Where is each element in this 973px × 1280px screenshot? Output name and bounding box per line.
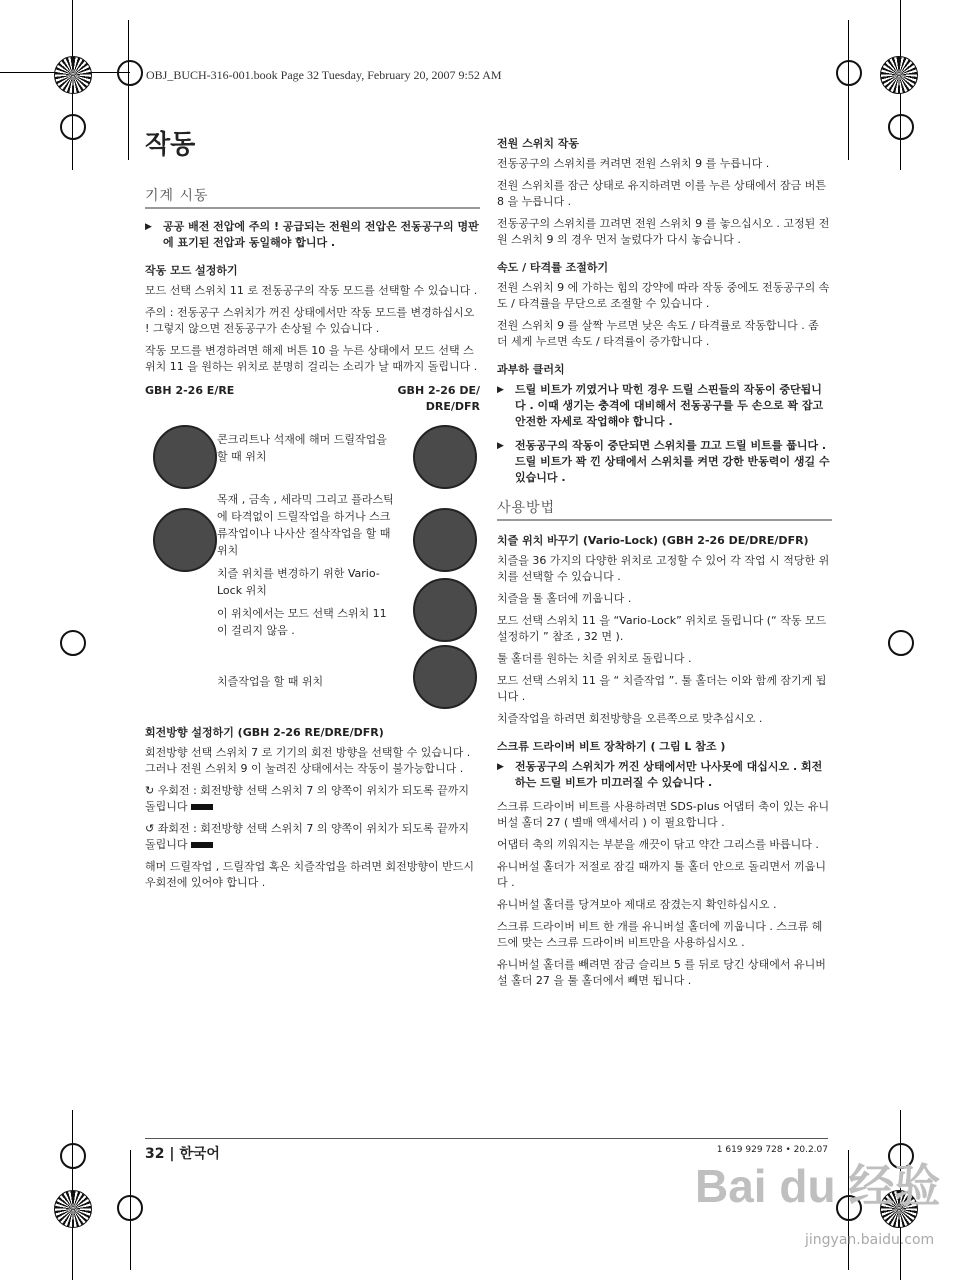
paragraph: 주의 : 전동공구 스위치가 꺼진 상태에서만 작동 모드를 변경하십시오 ! 그렇지 않으면 전동공구가 손상될 수 있습니다 . <box>145 306 475 335</box>
paragraph: 스크류 드라이버 비트 한 개를 유니버설 홀더에 끼웁니다 . 스크류 헤드에 맞는 스크류 드라이버 비트만을 사용하십시오 . <box>497 920 823 949</box>
model-label-right: GBH 2-26 DE/ DRE/DFR <box>397 384 480 413</box>
subheading: 과부하 클러치 <box>497 363 565 376</box>
rotate-left-icon: ↺ <box>145 822 158 835</box>
mode-description: 콘크리트나 석재에 해머 드릴작업을 할 때 위치 <box>217 433 387 463</box>
paragraph: 스크류 드라이버 비트를 사용하려면 SDS-plus 어댑터 축이 있는 유니버설 홀더 27 ( 별매 액세서리 ) 이 필요합니다 . <box>497 800 830 829</box>
page-title: 작동 <box>145 130 196 160</box>
warning-bullet: ▶ 전동공구의 스위치가 꺼진 상태에서만 나사못에 대십시오 . 회전하는 드릴 비트가 미끄러질 수 있습니다 . <box>497 759 832 791</box>
subheading: 치즐 위치 바꾸기 (Vario-Lock) (GBH 2-26 DE/DRE/DFR) <box>497 534 809 547</box>
section-heading: 사용방법 <box>497 500 832 521</box>
model-label-left: GBH 2-26 E/RE <box>145 384 235 397</box>
subheading: 작동 모드 설정하기 <box>145 264 238 277</box>
subheading: 스크류 드라이버 비트 장착하기 ( 그림 L 참조 ) <box>497 740 726 753</box>
book-header: OBJ_BUCH-316-001.book Page 32 Tuesday, February 20, 2007 9:52 AM <box>146 68 502 82</box>
paragraph: 전원 스위치 9 에 가하는 힘의 강약에 따라 작동 중에도 전동공구의 속도 / 타격률을 무단으로 조절할 수 있습니다 . <box>497 281 830 310</box>
paragraph: 전동공구의 스위치를 끄려면 전원 스위치 9 를 놓으십시오 . 고정된 전원 스위치 9 의 경우 먼저 눌렀다가 다시 놓습니다 . <box>497 217 830 246</box>
registration-star-icon <box>54 56 92 94</box>
mode-description: 이 위치에서는 모드 선택 스위치 11 이 걸리지 않음 . <box>217 607 387 637</box>
paragraph: 전원 스위치 9 를 살짝 누르면 낮은 속도 / 타격률로 작동합니다 . 좀 더 세게 누르면 속도 / 타격률이 증가합니다 . <box>497 319 819 348</box>
registration-star-icon <box>880 56 918 94</box>
warning-bullet: ▶ 공공 배전 전압에 주의 ! 공급되는 전원의 전압은 전동공구의 명판에 표기된 전압과 동일해야 합니다 . <box>145 219 480 251</box>
left-column <box>145 130 480 897</box>
paragraph: 모드 선택 스위치 11 을 “Vario-Lock” 위치로 돌립니다 (“ 작동 모드 설정하기 ” 참조 , 32 면 ). <box>497 614 827 643</box>
paragraph: 회전방향 선택 스위치 7 로 기기의 회전 방향을 선택할 수 있습니다 . 그러나 전원 스위치 9 이 눌려진 상태에서는 작동이 불가능합니다 . <box>145 746 471 775</box>
paragraph: 어댑터 축의 끼워지는 부분을 깨끗이 닦고 약간 그리스를 바릅니다 . <box>497 838 819 851</box>
paragraph: 치즐을 툴 홀더에 끼웁니다 . <box>497 592 632 605</box>
registration-mark-icon <box>888 114 914 140</box>
mode-description: 치즐 위치를 변경하기 위한 Vario-Lock 위치 <box>217 567 380 597</box>
drill-dial-icon <box>413 508 477 572</box>
section-heading: 기계 시동 <box>145 188 480 209</box>
chisel-dial-icon <box>413 645 477 709</box>
paragraph: ↻ 우회전 : 회전방향 선택 스위치 7 의 양쪽이 위치가 되도록 끝까지 돌립니다 <box>145 784 470 813</box>
paragraph: 치즐작업을 하려면 회전방향을 오른쪽으로 맞추십시오 . <box>497 712 763 725</box>
arrow-right-icon <box>191 842 213 848</box>
hammer-drill-dial-icon <box>153 425 217 489</box>
registration-mark-icon <box>60 630 86 656</box>
paragraph: 해머 드릴작업 , 드릴작업 혹은 치즐작업을 하려면 회전방향이 반드시 우회전에 있어야 합니다 . <box>145 860 474 889</box>
doc-code: 1 619 929 728 • 20.2.07 <box>716 1145 828 1155</box>
baidu-watermark: Bai du 经验 <box>695 1160 941 1212</box>
paragraph: 유니버설 홀더를 당겨보아 제대로 잠겼는지 확인하십시오 . <box>497 898 777 911</box>
mode-selector-figure <box>145 383 480 713</box>
rotate-right-icon: ↻ <box>145 784 158 797</box>
hammer-drill-dial-icon <box>413 425 477 489</box>
registration-mark-icon <box>888 630 914 656</box>
vario-lock-dial-icon <box>413 578 477 642</box>
subheading: 속도 / 타격률 조절하기 <box>497 261 609 274</box>
arrow-left-icon <box>191 804 213 810</box>
registration-mark-icon <box>836 60 862 86</box>
registration-star-icon <box>54 1190 92 1228</box>
paragraph: 전동공구의 스위치를 켜려면 전원 스위치 9 를 누릅니다 . <box>497 157 770 170</box>
baidu-watermark-url: jingyan.baidu.com <box>805 1232 935 1248</box>
warning-bullet: ▶ 드릴 비트가 끼였거나 막힌 경우 드릴 스핀들의 작동이 중단됩니다 . 이때 생기는 충격에 대비해서 전동공구를 두 손으로 꽉 잡고 안전한 자세로 작업해야 합니다 . <box>497 382 832 430</box>
drill-dial-icon <box>153 508 217 572</box>
crop-mark <box>128 20 129 160</box>
crop-mark <box>848 20 849 160</box>
right-column <box>497 132 832 995</box>
registration-mark-icon <box>117 1195 143 1221</box>
subheading: 회전방향 설정하기 (GBH 2-26 RE/DRE/DFR) <box>145 726 384 739</box>
paragraph: 모드 선택 스위치 11 을 “ 치즐작업 ”. 툴 홀더는 이와 함께 잠기게 됩니다 . <box>497 674 827 703</box>
paragraph: 작동 모드를 변경하려면 해제 버튼 10 을 누른 상태에서 모드 선택 스위치 11 을 원하는 위치로 분명히 걸리는 소리가 날 때까지 돌립니다 . <box>145 344 478 373</box>
mode-description: 목재 , 금속 , 세라믹 그리고 플라스틱에 타격없이 드릴작업을 하거나 스크류작업이나 나사산 절삭작업을 할 때 위치 <box>217 493 394 557</box>
paragraph: 유니버설 홀더가 저절로 잠길 때까지 툴 홀더 안으로 돌리면서 끼웁니다 . <box>497 860 826 889</box>
paragraph: 툴 홀더를 원하는 치즐 위치로 돌립니다 . <box>497 652 692 665</box>
paragraph: 유니버설 홀더를 빼려면 잠금 슬리브 5 를 뒤로 당긴 상태에서 유니버설 홀더 27 을 툴 홀더에서 빼면 됩니다 . <box>497 958 826 987</box>
registration-mark-icon <box>60 114 86 140</box>
page-footer <box>145 1138 828 1162</box>
mode-description: 치즐작업을 할 때 위치 <box>217 675 324 688</box>
warning-bullet: ▶ 전동공구의 작동이 중단되면 스위치를 끄고 드릴 비트를 풉니다 . 드릴 비트가 꽉 낀 상태에서 스위치를 켜면 강한 반동력이 생길 수 있습니다 . <box>497 438 832 486</box>
paragraph: 치즐을 36 가지의 다양한 위치로 고정할 수 있어 각 작업 시 적당한 위치를 선택할 수 있습니다 . <box>497 554 830 583</box>
paragraph: 모드 선택 스위치 11 로 전동공구의 작동 모드를 선택할 수 있습니다 . <box>145 284 478 297</box>
registration-mark-icon <box>117 60 143 86</box>
subheading: 전원 스위치 작동 <box>497 137 580 150</box>
paragraph: 전원 스위치를 잠근 상태로 유지하려면 이를 누른 상태에서 잠금 버튼 8 을 누릅니다 . <box>497 179 826 208</box>
paragraph: ↺ 좌회전 : 회전방향 선택 스위치 7 의 양쪽이 위치가 되도록 끝까지 돌립니다 <box>145 822 470 851</box>
page-number: 32 | 한국어 <box>145 1146 220 1162</box>
registration-mark-icon <box>60 1143 86 1169</box>
